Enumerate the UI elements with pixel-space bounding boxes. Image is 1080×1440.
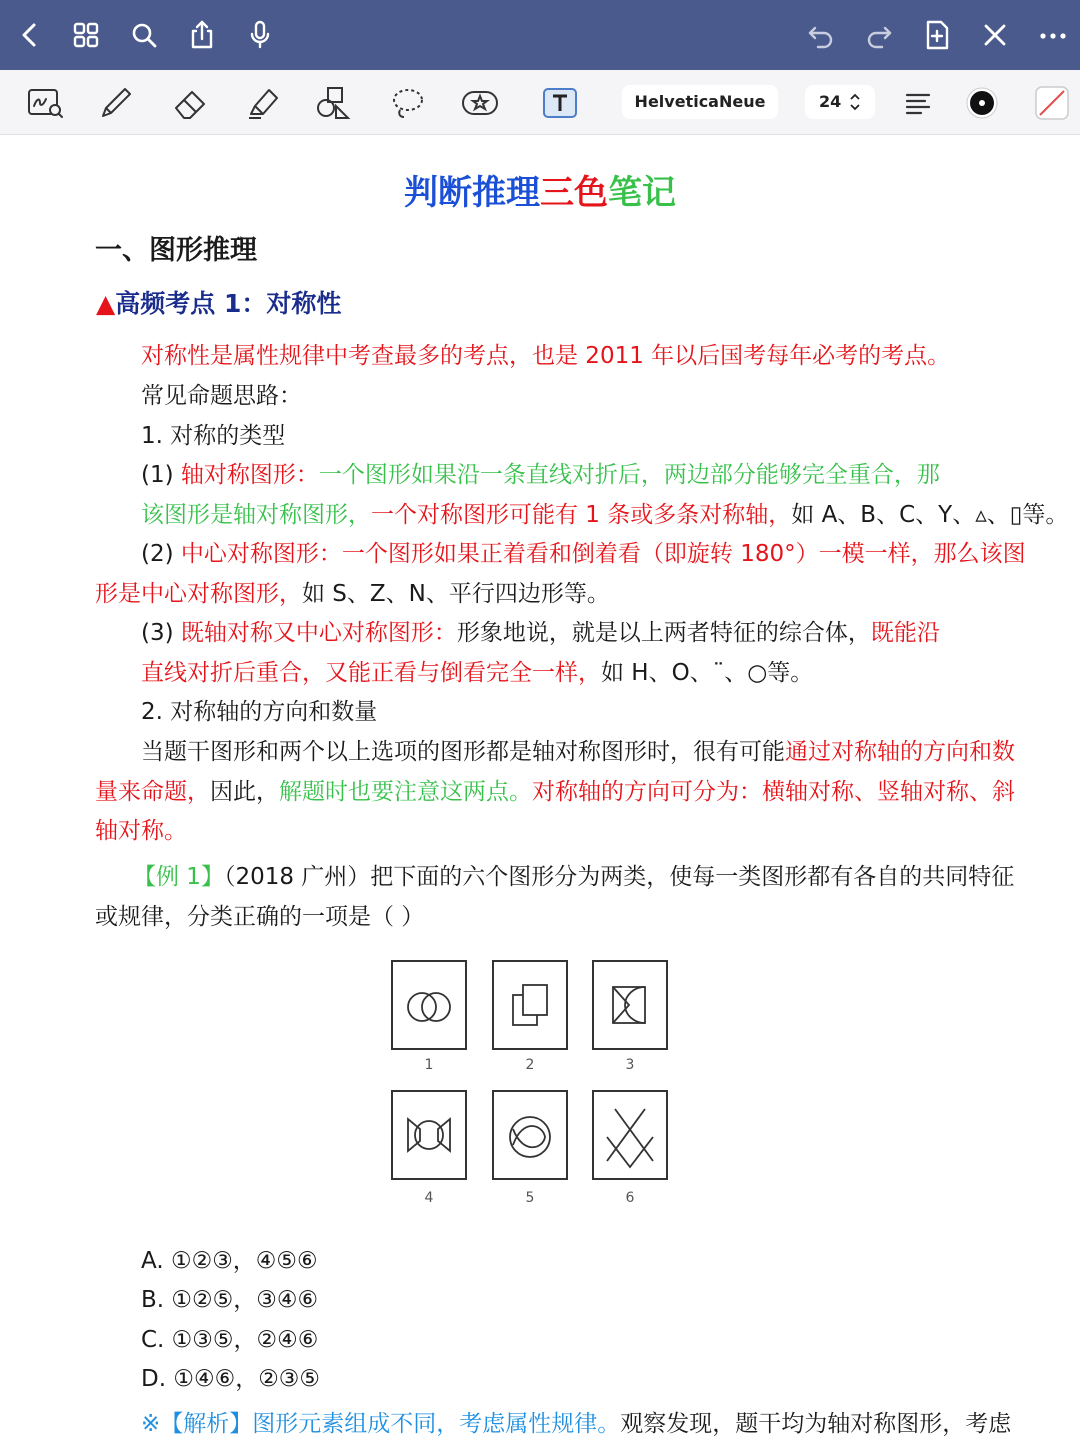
font-size-selector[interactable] <box>805 85 875 119</box>
paragraph-line: 常见命题思路： <box>141 383 302 409</box>
text-run: 轴对称图形： <box>180 462 319 488</box>
sticker-icon[interactable] <box>460 84 500 122</box>
font-size-value: 24 <box>819 92 842 111</box>
text-run: 当题干图形和两个以上选项的图形都是轴对称图形时，很有可能 <box>141 739 785 765</box>
grid-icon[interactable] <box>68 17 104 53</box>
answer-option-d: D. ①④⑥，②③⑤ <box>141 1366 321 1392</box>
highlighter-icon[interactable] <box>243 84 283 122</box>
eraser-icon[interactable] <box>170 84 210 122</box>
drawing-toolbar <box>0 70 1080 135</box>
paragraph-line <box>141 736 1015 768</box>
paragraph-line <box>141 459 940 491</box>
text-run: (3) <box>141 620 181 646</box>
text-run: (1) <box>141 462 181 488</box>
paragraph-line: 对称性是属性规律中考查最多的考点，也是 2011 年以后国考每年必考的考点。 <box>141 343 951 369</box>
figure-1 <box>391 960 467 1050</box>
text-run: 解题时也要注意这两点。 <box>279 779 532 805</box>
figure-label: 2 <box>525 1057 535 1073</box>
text-run: 既能沿 <box>870 620 940 646</box>
document-page <box>0 135 1080 1440</box>
text-run: 量来命题， <box>95 779 210 805</box>
figure-2 <box>492 960 568 1050</box>
microphone-icon[interactable] <box>242 17 278 53</box>
answer-option-b: B. ①②⑤，③④⑥ <box>141 1287 319 1313</box>
paragraph-align-icon[interactable] <box>898 84 938 122</box>
text-run: 如 A、B、C、Y、▵、▯等。 <box>791 502 1069 528</box>
answer-option-a: A. ①②③，④⑤⑥ <box>141 1248 318 1274</box>
text-run: 形象地说，就是以上两者特征的综合体， <box>456 620 871 646</box>
text-run: 该图形是轴对称图形， <box>141 502 371 528</box>
paragraph-line: 2. 对称轴的方向和数量 <box>141 699 378 725</box>
figure-label: 3 <box>625 1057 635 1073</box>
paragraph-line <box>141 617 940 649</box>
title-part-green: 笔记 <box>608 173 676 213</box>
figure-4 <box>391 1090 467 1180</box>
analysis-tag: ※【解析】图形元素组成不同，考虑属性规律。 <box>141 1411 621 1437</box>
figure-label: 6 <box>625 1190 635 1206</box>
text-run: 通过对称轴的方向和数 <box>785 739 1015 765</box>
figure-3 <box>592 960 668 1050</box>
lasso-icon[interactable] <box>388 84 428 122</box>
zoom-window-icon[interactable] <box>25 84 65 122</box>
ink-color-swatch[interactable] <box>962 84 1002 122</box>
triangle-marker: ▲ <box>96 289 116 318</box>
answer-option-c: C. ①③⑤，②④⑥ <box>141 1327 319 1353</box>
fill-color-swatch[interactable] <box>1032 84 1072 122</box>
paragraph-line <box>141 538 1026 570</box>
text-run: (2) <box>141 541 181 567</box>
paragraph-line <box>95 776 1015 808</box>
subsection-heading-text: 高频考点 1：对称性 <box>115 289 342 318</box>
text-run: 中心对称图形：一个图形如果正着看和倒着看（即旋转 180°）一模一样，那么该图 <box>180 541 1026 567</box>
paragraph-line <box>141 499 1068 531</box>
example-tag: 【例 1】 <box>133 864 224 890</box>
text-run: 一个对称图形可能有 1 条或多条对称轴， <box>371 502 792 528</box>
share-icon[interactable] <box>184 17 220 53</box>
text-run: 观察发现，题干均为轴对称图形，考虑 <box>620 1411 1012 1437</box>
paragraph-line <box>95 578 610 610</box>
title-part-blue: 判断推理 <box>404 173 540 213</box>
text-run: 形是中心对称图形， <box>95 581 302 607</box>
section-heading: 一、图形推理 <box>95 235 257 266</box>
pen-icon[interactable] <box>95 84 135 122</box>
paragraph-line: 1. 对称的类型 <box>141 423 286 449</box>
page-title <box>0 165 1080 214</box>
figure-5 <box>492 1090 568 1180</box>
figure-label: 4 <box>424 1190 434 1206</box>
paragraph-line: 或规律，分类正确的一项是（ ） <box>95 904 425 930</box>
close-icon[interactable] <box>977 17 1013 53</box>
redo-icon[interactable] <box>861 17 897 53</box>
stepper-chevron-icon <box>849 85 861 132</box>
top-navigation-bar <box>0 0 1080 70</box>
figure-6 <box>592 1090 668 1180</box>
paragraph-line <box>133 861 1014 893</box>
figure-label: 5 <box>525 1190 535 1206</box>
figure-label: 1 <box>424 1057 434 1073</box>
text-run: 对称轴的方向可分为：横轴对称、竖轴对称、斜 <box>532 779 1015 805</box>
paragraph-line <box>141 657 813 689</box>
text-run: 一个图形如果沿一条直线对折后，两边部分能够完全重合，那 <box>318 462 940 488</box>
text-run: 如 S、Z、N、平行四边形等。 <box>302 581 610 607</box>
shapes-icon[interactable] <box>314 84 354 122</box>
text-run: 既轴对称又中心对称图形： <box>180 620 457 646</box>
subsection-heading <box>96 288 341 320</box>
analysis-line <box>141 1408 1011 1440</box>
paragraph-line: 轴对称。 <box>95 818 187 844</box>
add-page-icon[interactable] <box>919 17 955 53</box>
undo-icon[interactable] <box>803 17 839 53</box>
text-run: 因此， <box>210 779 279 805</box>
font-family-selector[interactable]: HelveticaNeue <box>622 85 778 119</box>
title-part-red: 三色 <box>540 173 608 213</box>
text-run: （2018 广州）把下面的六个图形分为两类，使每一类图形都有各自的共同特征 <box>223 864 1015 890</box>
more-icon[interactable] <box>1035 17 1071 53</box>
text-tool-icon[interactable] <box>540 84 580 122</box>
text-run: 直线对折后重合，又能正看与倒看完全一样， <box>141 660 601 686</box>
text-run: 如 H、O、¨、○等。 <box>601 660 814 686</box>
search-icon[interactable] <box>126 17 162 53</box>
back-icon[interactable] <box>12 17 48 53</box>
